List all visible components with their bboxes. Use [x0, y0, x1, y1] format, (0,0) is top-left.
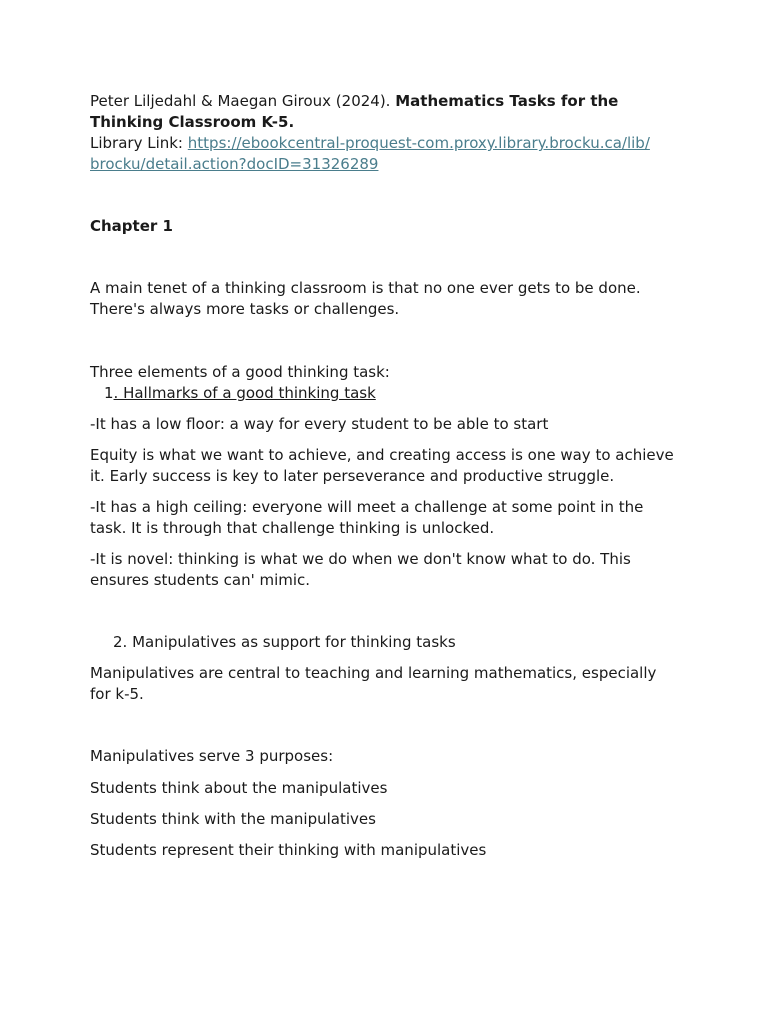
equity-line-1: Equity is what we want to achieve, and creating access is one way to achieve — [90, 446, 674, 464]
section2-heading: 2. Manipulatives as support for thinking tasks — [113, 633, 456, 651]
section1-heading — [104, 383, 704, 404]
citation-title-part1: Mathematics Tasks for the — [395, 92, 619, 110]
purposes-heading: Manipulatives serve 3 purposes: — [90, 747, 334, 765]
manipulatives-central-line-2: for k-5. — [90, 685, 144, 703]
section1-number: 1 — [104, 384, 114, 402]
equity-line-2: it. Early success is key to later perseverance and productive struggle. — [90, 467, 615, 485]
manipulatives-central-line-1: Manipulatives are central to teaching and learning mathematics, especially — [90, 664, 657, 682]
library-link-label: Library Link: — [90, 134, 183, 152]
high-ceiling-line-2: task. It is through that challenge thinking is unlocked. — [90, 519, 495, 537]
purpose-item-3: Students represent their thinking with manipulatives — [90, 841, 487, 859]
novel-line-2: ensures students can' mimic. — [90, 571, 311, 589]
intro-line-2: There's always more tasks or challenges. — [90, 300, 400, 318]
novel-line-1: -It is novel: thinking is what we do when we don't know what to do. This — [90, 550, 631, 568]
high-ceiling-line-1: -It has a high ceiling: everyone will meet a challenge at some point in the — [90, 498, 644, 516]
elements-heading: Three elements of a good thinking task: — [90, 363, 390, 381]
purpose-item-2: Students think with the manipulatives — [90, 810, 376, 828]
library-link-part2[interactable]: brocku/detail.action?docID=31326289 — [90, 155, 379, 173]
low-floor-text: -It has a low floor: a way for every student to be able to start — [90, 415, 549, 433]
citation-line-1 — [90, 91, 690, 112]
section1-title: . Hallmarks of a good thinking task — [113, 384, 376, 402]
intro-line-1: A main tenet of a thinking classroom is that no one ever gets to be done. — [90, 279, 641, 297]
chapter-heading: Chapter 1 — [90, 217, 173, 235]
citation-title-part2: Thinking Classroom K-5. — [90, 113, 295, 131]
library-link-line — [90, 133, 690, 154]
citation-authors: Peter Liljedahl & Maegan Giroux (2024). — [90, 92, 391, 110]
library-link-part1[interactable]: https://ebookcentral-proquest-com.proxy.library.brocku.ca/lib/ — [187, 134, 650, 152]
purpose-item-1: Students think about the manipulatives — [90, 779, 388, 797]
